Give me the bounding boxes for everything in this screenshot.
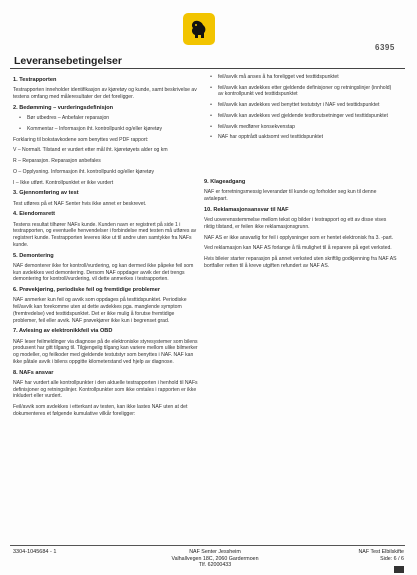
- footer-address: [170, 549, 260, 569]
- section-10-text-2: NAF AS er ikke ansvarlig for feil i opplysninger som er hentet elektronisk fra 3. -part.: [204, 234, 394, 241]
- footer-divider: [10, 545, 405, 546]
- right-column: [204, 74, 397, 274]
- section-7-title: 7. Avlesing av elektronikkfeil via OBD: [13, 328, 113, 335]
- section-10-text-3: Ved reklamasjon kan NAF AS forlange å få mulighet til å reparere på eget verksted.: [204, 245, 392, 252]
- section-2-title: 2. Bedømming – vurderingsdefinisjon: [13, 104, 114, 111]
- page-number-partial: 6395: [375, 43, 395, 52]
- footer-center-phone: Tlf. 62000433: [198, 562, 232, 569]
- section-8-text-1: NAF har vurdert alle kontrollpunkter i den aktuelle testrapporten i henhold til NAFs definisjoner og retningslinjer. Kontrollpunkter som ikke omtales i rapporten er ikke inkludert eller vurdert.: [13, 379, 198, 400]
- bullet-icon: •: [210, 112, 212, 119]
- bullet-icon: •: [19, 115, 21, 122]
- footer-reference: 3304-1045684 - 1: [13, 549, 57, 555]
- list-item-text: Kommentar – Informasjon iht. kontrollpunkt og/eller kjøretøy: [27, 125, 163, 132]
- section-1-title: 1. Testrapporten: [13, 77, 57, 83]
- print-mark: [394, 566, 404, 573]
- list-item: [204, 85, 397, 98]
- section-4-text: Testens resultat tilhører NAFs kunde. Kunden navn er registrert på side 1 i testrapporten, og eventuelle henvendelser i forbindelse med testen må utføres av registrert kunde. Testrapporten leveres ikke ut til andre uten samtykke fra NAFs kunde.: [13, 221, 197, 248]
- list-item-text: NAF har opptrådt uaktsomt ved testtidspunktet: [218, 134, 324, 141]
- list-item: [204, 74, 397, 81]
- left-column: [13, 73, 198, 422]
- bullet-icon: •: [210, 123, 212, 130]
- list-item: [204, 113, 397, 120]
- section-1-text: Testrapporten inneholder identifikasjon av kjøretøy og kunde, samt beskrivelse av testens omfang med måleresultater der det foreligger.: [13, 87, 197, 101]
- list-item-text: feil/avvik medfører konsekvenstap: [218, 123, 296, 130]
- list-item-text: feil/avvik kan avdekkes etter gjeldende definisjoner og retningslinjer (innhold) av kontrollpunkt ved testtidspunktet: [218, 84, 392, 98]
- list-item: [13, 115, 198, 122]
- code-intro: Forklaring til bokstavkodene som benyttes ved PDF rapport:: [13, 136, 149, 143]
- section-6-text: NAF anmerker kun feil og avvik som oppdages på testtidspunktet. Periodiske feil/avvik kan forekomme uten at dette avdekkes pga. manglende symptom (fremtredelse) ved testtidspunktet. Det er ikke mulig å forutse fremtidige problemer, feil eller avvik. NAF prøvekjører ikke kun i begrenset grad.: [13, 297, 187, 324]
- section-5-title: 5. Demontering: [13, 252, 54, 259]
- footer-page-info: [338, 549, 404, 562]
- code-r: R – Reparasjon. Reparasjon anbefales: [13, 158, 101, 165]
- naf-logo: [183, 13, 215, 45]
- list-item-text: feil/avvik kan avdekkes ved gjeldende testforutsetninger ved testtidspunktet: [218, 112, 388, 119]
- section-10-title: 10. Reklamasjonsansvar til NAF: [204, 206, 289, 213]
- code-v: V – Normalt. Tilstand er vurdert etter mål iht. kjøretøyets alder og km: [13, 147, 168, 154]
- section-4-title: 4. Eiendomsrett: [13, 211, 55, 218]
- footer-page-number: Side: 6 / 6: [380, 555, 404, 562]
- footer-center-street: Valhallvegen 18C, 2060 Gardermoen: [171, 555, 259, 562]
- section-10-text-4: Hvis bileier starter reparasjon på annet verksted uten skriftlig godkjenning fra NAF AS bortfaller retten til å kreve utgiften refundert av NAF AS.: [204, 256, 397, 269]
- list-item: [204, 102, 397, 109]
- section-8-title: 8. NAFs ansvar: [13, 369, 54, 376]
- list-item-text: feil/avvik kan avdekkes ved benyttet testutstyr i NAF ved testtidspunktet: [218, 102, 380, 109]
- bullet-icon: •: [19, 125, 21, 132]
- section-7-text: NAF leser feilmeldinger via diagnose på de elektroniske styresystemer som bilens produsent har gitt tilgang til. Tilgjengelig tilgang kan variere mellom ulike bilmerker og modeller, og feilkoder med gjeldende testutstyr som benyttes i NAF. NAF kan ikke påtale avvik i bilens oppgitte kilometerstand ved hjelp av diagnose.: [13, 338, 198, 365]
- document-title: Leveransebetingelser: [14, 55, 122, 67]
- code-i: I – Ikke utført. Kontrollpunktet er ikke vurdert: [13, 179, 114, 186]
- footer-center-name: NAF Senter Jessheim: [189, 549, 241, 555]
- list-item: [204, 134, 397, 141]
- bullet-icon: •: [210, 134, 212, 141]
- list-item-text: feil/avvik må anses å ha foreligget ved testtidspunktet: [218, 74, 339, 80]
- title-divider: [10, 68, 405, 69]
- section-9-title: 9. Klageadgang: [204, 179, 246, 186]
- bullet-icon: •: [210, 74, 212, 80]
- section-8-text-2: Feil/avvik som avdekkes i etterkant av testen, kan ikke lastes NAF uten at det dokumenteres et følgende kumulative vilkår foreligger:: [13, 404, 188, 417]
- section-10-text-1: Ved uoverensstemmelse mellom tekst og bilder i testrapport og ett av disse vises riktig tilstand, er feilen ikke reklamasjonsgrunn.: [204, 217, 387, 230]
- list-item-text: Bør utbedres – Anbefaler reparasjon: [27, 115, 110, 122]
- footer-report-name: NAF Test Elbilskifte: [358, 549, 404, 555]
- section-3-text: Test utføres på et NAF Senter hvis ikke annet er beskrevet.: [13, 200, 147, 207]
- section-6-title: 6. Prøvekjøring, periodiske feil og fremtidige problemer: [13, 287, 161, 294]
- bullet-icon: •: [210, 84, 212, 91]
- list-item: [13, 126, 198, 133]
- code-o: O – Opplysning. Informasjon iht. kontrollpunkt og/eller kjøretøy: [13, 168, 154, 175]
- lion-icon: [187, 17, 211, 41]
- list-item: [204, 124, 397, 131]
- section-3-title: 3. Gjennomføring av test: [13, 190, 79, 197]
- section-5-text: NAF demonterer ikke for kontroll/vurdering, og kan dermed ikke påpeke feil som kun avdekkes ved demontering. Dersom NAF oppdager avvik der det trengs demontering for kontroll/vurdering, vil dette anmerkes i testrapporten.: [13, 262, 194, 283]
- section-9-text: NAF er forretningsmessig leverandør til kunde og forholder seg kun til denne avtalepart.: [204, 189, 377, 203]
- bullet-icon: •: [210, 102, 212, 109]
